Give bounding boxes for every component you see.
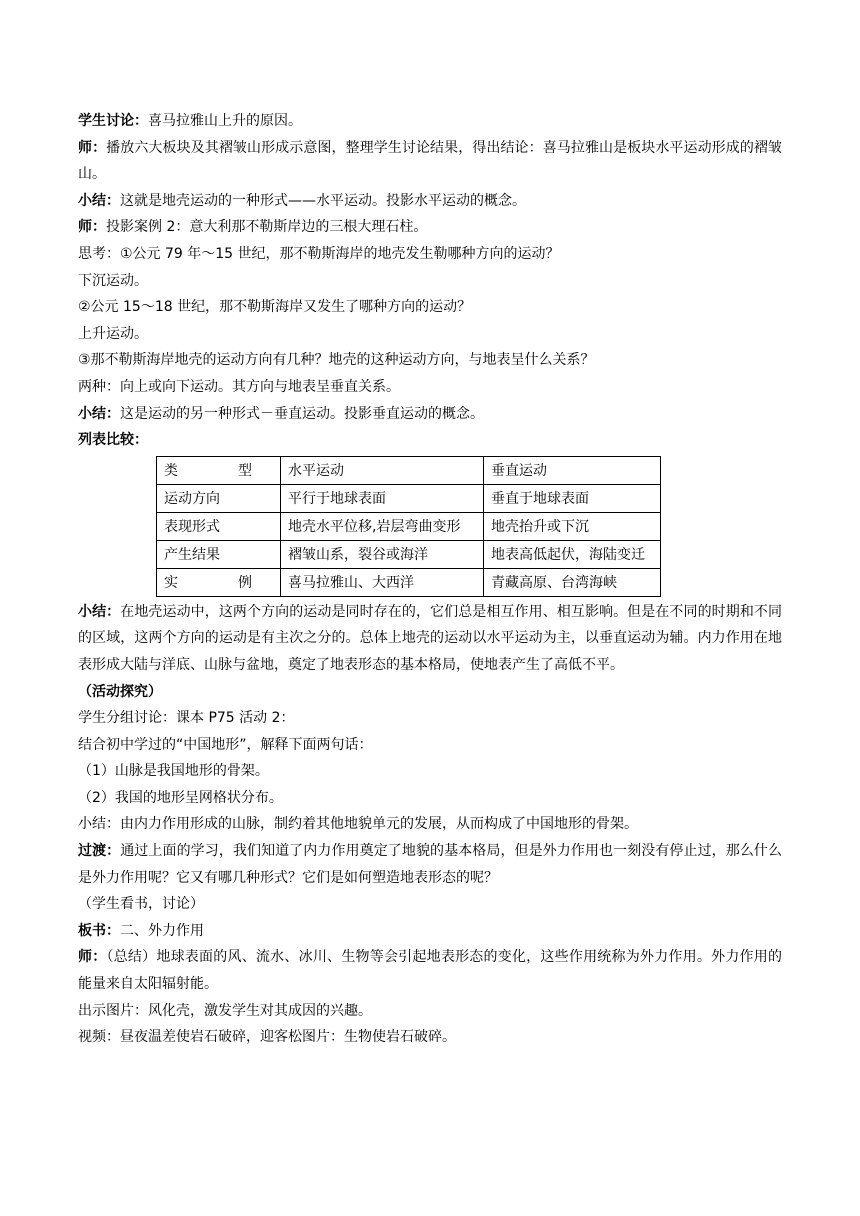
- paragraph: ③那不勒斯海岸地壳的运动方向有几种？地壳的这种运动方向，与地表呈什么关系？: [78, 352, 595, 369]
- paragraph-text: 投影案例 2：意大利那不勒斯岸边的三根大理石柱。: [106, 219, 428, 236]
- paragraph-text: 二、外力作用: [120, 922, 204, 939]
- paragraph: [78, 188, 782, 215]
- cell-text: 例: [238, 575, 252, 592]
- speaker-label: 板书：: [78, 922, 120, 939]
- paragraph: [78, 401, 782, 428]
- cell-text: 类: [164, 463, 178, 480]
- speaker-label: 小结：: [78, 405, 120, 422]
- paragraph: 下沉运动。: [78, 272, 148, 289]
- table-cell: 地壳抬升或下沉: [484, 512, 661, 540]
- section-label: 列表比较：: [78, 432, 148, 449]
- paragraph: [78, 918, 782, 945]
- speaker-label: 师：: [78, 139, 107, 156]
- comparison-table: [156, 456, 661, 597]
- table-cell: 产生结果: [157, 540, 281, 568]
- paragraph: [78, 838, 782, 891]
- paragraph: 出示图片：风化壳，激发学生对其成因的兴趣。: [78, 1002, 372, 1019]
- paragraph: 学生分组讨论：课本 P75 活动 2：: [78, 710, 295, 727]
- speaker-label: 过渡：: [78, 843, 121, 860]
- table-header-row: [157, 456, 661, 484]
- paragraph-text: 喜马拉雅山上升的原因。: [148, 113, 302, 129]
- list-item: （1）山脉是我国地形的骨架。: [78, 763, 269, 780]
- paragraph: [78, 108, 782, 135]
- speaker-label: 师：: [78, 219, 106, 236]
- table-cell: [157, 568, 281, 596]
- paragraph: [78, 135, 782, 188]
- paragraph: [78, 599, 782, 679]
- paragraph-text: 播放六大板块及其褶皱山形成示意图，整理学生讨论结果，得出结论：喜马拉雅山是板块水平运动形成的褶皱山。: [78, 139, 783, 183]
- cell-text: 实: [164, 575, 178, 592]
- speaker-label: 小结：: [78, 192, 120, 209]
- table-cell: 褶皱山系，裂谷或海洋: [281, 540, 484, 568]
- paragraph: [78, 214, 782, 241]
- table-cell: 运动方向: [157, 484, 281, 512]
- table-cell: 垂直运动: [484, 456, 661, 484]
- paragraph: 结合初中学过的“中国地形”，解释下面两句话：: [78, 736, 373, 753]
- table-row: [157, 568, 661, 596]
- paragraph-text: 这就是地壳运动的一种形式——水平运动。投影水平运动的概念。: [120, 192, 526, 209]
- speaker-label: 师：: [78, 949, 107, 966]
- paragraph: 上升运动。: [78, 325, 148, 342]
- table-row: [157, 512, 661, 540]
- document-page: [78, 108, 782, 1051]
- table-cell: [157, 456, 281, 484]
- table-cell: 表现形式: [157, 512, 281, 540]
- table-cell: 地表高低起伏，海陆变迁: [484, 540, 661, 568]
- paragraph-text: 通过上面的学习，我们知道了内力作用奠定了地貌的基本格局，但是外力作用也一刻没有停止过，那么什么是外力作用呢？它又有哪几种形式？它们是如何塑造地表形态的呢？: [78, 843, 783, 886]
- table-row: [157, 540, 661, 568]
- paragraph: [78, 944, 782, 997]
- table-cell: 垂直于地球表面: [484, 484, 661, 512]
- speaker-label: 学生讨论：: [78, 113, 148, 129]
- paragraph: 两种：向上或向下运动。其方向与地表呈垂直关系。: [78, 378, 400, 395]
- paragraph: 思考：①公元 79 年～15 世纪，那不勒斯海岸的地壳发生勒哪种方向的运动？: [78, 245, 560, 262]
- table-cell: 地壳水平位移,岩层弯曲变形: [281, 512, 484, 540]
- paragraph-text: 这是运动的另一种形式－垂直运动。投影垂直运动的概念。: [120, 405, 484, 422]
- table-cell: 青藏高原、台湾海峡: [484, 568, 661, 596]
- paragraph-text: 在地壳运动中，这两个方向的运动是同时存在的，它们总是相互作用、相互影响。但是在不同的时期和不同的区域，这两个方向的运动是有主次之分的。总体上地壳的运动以水平运动为主，以垂直运动为辅。内力作用在地表形成大陆与洋底、山脉与盆地，奠定了地表形态的基本格局，使地表产生了高低不平。: [78, 603, 783, 673]
- list-item: （2）我国的地形呈网格状分布。: [78, 789, 283, 806]
- paragraph: 小结：由内力作用形成的山脉，制约着其他地貌单元的发展，从而构成了中国地形的骨架。: [78, 816, 638, 833]
- table-cell: 喜马拉雅山、大西洋: [281, 568, 484, 596]
- paragraph: ②公元 15～18 世纪，那不勒斯海岸又发生了哪种方向的运动？: [78, 299, 472, 316]
- paragraph: 视频：昼夜温差使岩石破碎，迎客松图片：生物使岩石破碎。: [78, 1029, 456, 1046]
- cell-text: 型: [238, 463, 252, 480]
- table-row: [157, 484, 661, 512]
- table-cell: 平行于地球表面: [281, 484, 484, 512]
- speaker-label: 小结：: [78, 603, 121, 620]
- table-cell: 水平运动: [281, 456, 484, 484]
- section-label: （活动探究）: [78, 683, 162, 700]
- paragraph: （学生看书，讨论）: [78, 896, 204, 913]
- paragraph-text: （总结）地球表面的风、流水、冰川、生物等会引起地表形态的变化，这些作用统称为外力作用。外力作用的能量来自太阳辐射能。: [78, 949, 783, 993]
